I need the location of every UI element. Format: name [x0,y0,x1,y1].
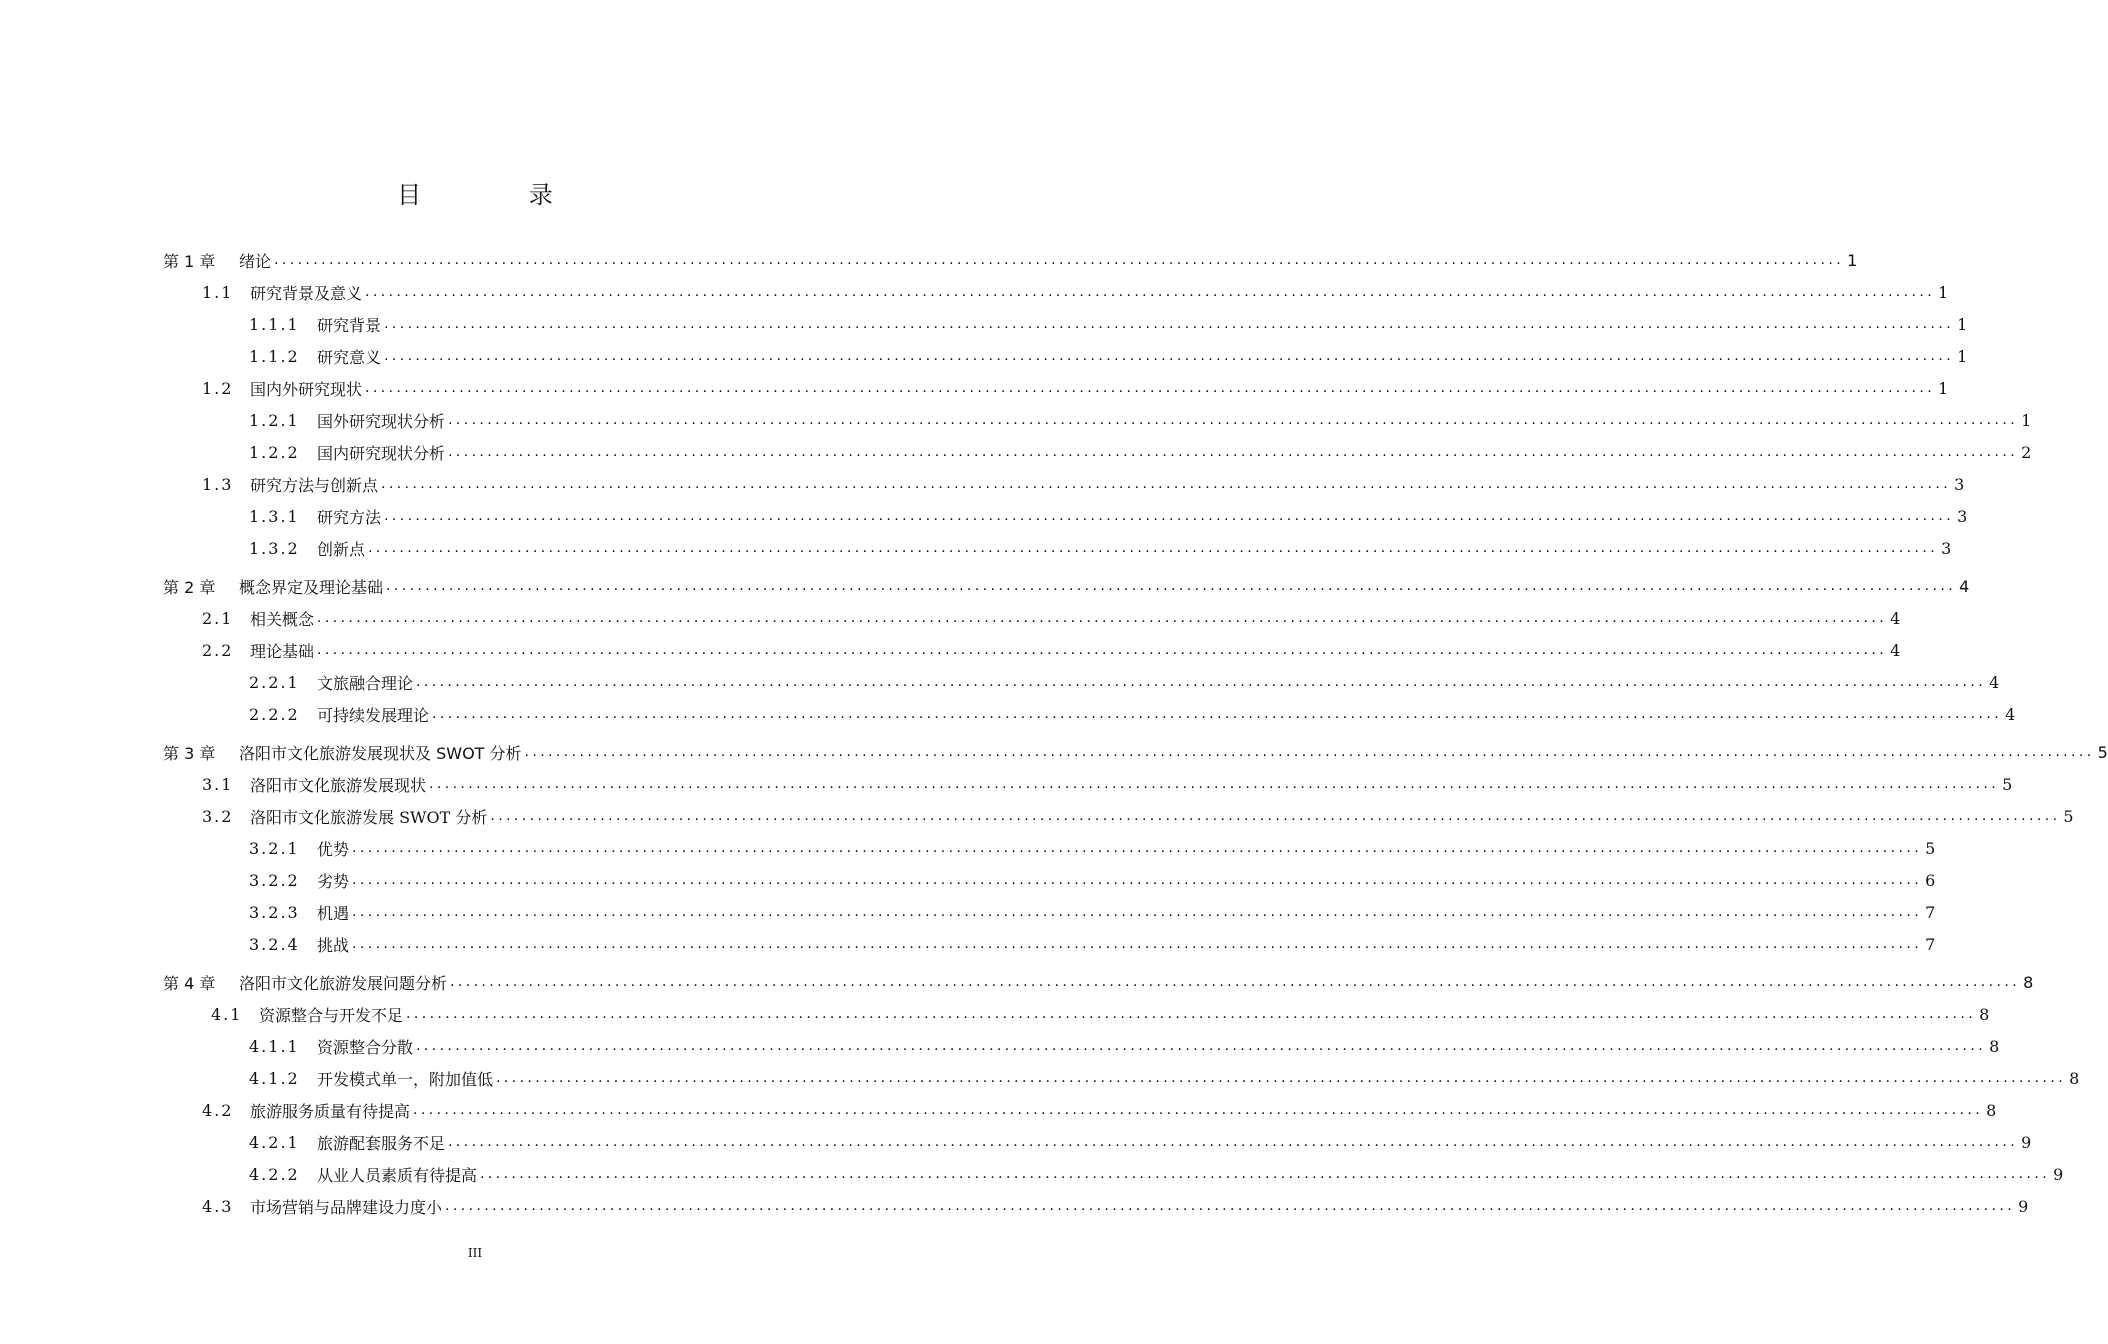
toc-leader-dots: ........................................................................................................................................................................................................ [386,578,1957,594]
toc-entry[interactable] [249,1030,2000,1062]
toc-entry-number: 4.2.2 [249,1164,300,1184]
toc-leader-dots: ........................................................................................................................................................................................................ [450,974,2021,990]
toc-entry[interactable] [249,1126,2032,1158]
toc-entry-number: 3.1 [202,774,234,794]
toc-entry-title: 洛阳市文化旅游发展 SWOT 分析 [250,807,488,827]
toc-entry-number: 1.3 [202,474,234,494]
toc-entry[interactable] [202,468,1965,500]
toc-leader-dots: ........................................................................................................................................................................................................ [384,316,1955,332]
toc-entry[interactable] [249,864,1936,896]
toc-entry[interactable] [163,966,2034,998]
toc-entry-title: 资源整合与开发不足 [259,1005,404,1025]
toc-entry-number: 4.1.1 [249,1036,300,1056]
toc-leader-dots: ........................................................................................................................................................................................................ [317,610,1888,626]
toc-entry-page: 3 [1957,506,1968,526]
toc-entry-number: 2.2.2 [249,704,300,724]
toc-entry-number: 4.1.2 [249,1068,300,1088]
toc-entry-number: 4.2.1 [249,1132,300,1152]
toc-leader-dots: ........................................................................................................................................................................................................ [480,1166,2051,1182]
toc-entry-title: 开发模式单一，附加值低 [317,1069,494,1089]
toc-entry-number: 第 3 章 [163,743,216,763]
toc-entry-number: 1.1 [202,282,234,302]
toc-entry[interactable] [202,1094,1997,1126]
toc-leader-dots: ........................................................................................................................................................................................................ [368,540,1939,556]
toc-entry-title: 文旅融合理论 [317,673,414,693]
toc-leader-dots: ........................................................................................................................................................................................................ [406,1006,1977,1022]
toc-entry[interactable] [249,500,1968,532]
toc-entry[interactable] [249,698,2016,730]
toc-entry-number: 4.1 [211,1004,243,1024]
toc-leader-dots: ........................................................................................................................................................................................................ [429,776,2000,792]
toc-entry-title: 国外研究现状分析 [317,411,446,431]
page-number: III [467,1246,483,1260]
toc-entry-page: 8 [2023,972,2034,992]
toc-leader-dots: ........................................................................................................................................................................................................ [352,872,1923,888]
toc-entry-number: 2.2.1 [249,672,300,692]
toc-entry[interactable] [202,372,1949,404]
toc-entry-title: 挑战 [317,935,350,955]
toc-entry-title: 旅游配套服务不足 [317,1133,446,1153]
toc-entry-number: 4.3 [202,1196,234,1216]
toc-entry-page: 1 [2021,410,2032,430]
toc-entry-page: 3 [1941,538,1952,558]
toc-entry-number: 3.2.2 [249,870,300,890]
toc-entry-title: 相关概念 [250,609,315,629]
toc-entry-number: 3.2.4 [249,934,300,954]
toc-entry-number: 1.1.2 [249,346,300,366]
toc-entry-title: 洛阳市文化旅游发展现状及 SWOT 分析 [239,743,522,763]
toc-entry-title: 创新点 [317,539,366,559]
toc-entry[interactable] [249,896,1936,928]
toc-entry-title: 研究背景 [317,315,382,335]
toc-entry-page: 9 [2018,1196,2029,1216]
toc-entry[interactable] [202,768,2013,800]
toc-entry[interactable] [249,1062,2080,1094]
toc-entry-title: 旅游服务质量有待提高 [250,1101,411,1121]
toc-leader-dots: ........................................................................................................................................................................................................ [490,808,2061,824]
toc-entry-number: 第 2 章 [163,577,216,597]
toc-entry[interactable] [163,736,2108,768]
toc-entry-page: 1 [1957,314,1968,334]
toc-entry-page: 6 [1925,870,1936,890]
toc-entry-page: 9 [2053,1164,2064,1184]
toc-entry-number: 3.2.3 [249,902,300,922]
toc-entry[interactable] [249,340,1968,372]
toc-entry-page: 7 [1925,934,1936,954]
toc-entry-number: 1.2.1 [249,410,300,430]
toc-leader-dots: ........................................................................................................................................................................................................ [413,1102,1984,1118]
toc-entry-number: 第 4 章 [163,973,216,993]
toc-entry-title: 研究方法 [317,507,382,527]
page-title: 目 录 [397,181,603,209]
toc-entry-title: 优势 [317,839,350,859]
toc-entry[interactable] [249,928,1936,960]
toc-entry[interactable] [163,244,1858,276]
toc-entry-number: 4.2 [202,1100,234,1120]
toc-entry[interactable] [249,436,2032,468]
toc-entry-title: 国内外研究现状 [250,379,363,399]
toc-leader-dots: ........................................................................................................................................................................................................ [352,840,1923,856]
toc-leader-dots: ........................................................................................................................................................................................................ [448,412,2019,428]
toc-entry[interactable] [249,532,1952,564]
toc-entry-page: 4 [1959,576,1970,596]
toc-entry-page: 3 [1954,474,1965,494]
toc-entry-page: 5 [2097,742,2108,762]
toc-entry-title: 概念界定及理论基础 [239,577,384,597]
toc-leader-dots: ........................................................................................................................................................................................................ [352,904,1923,920]
toc-entry-page: 8 [1989,1036,2000,1056]
toc-leader-dots: ........................................................................................................................................................................................................ [448,1134,2019,1150]
toc-entry-title: 研究方法与创新点 [250,475,379,495]
toc-entry-page: 1 [1847,250,1858,270]
toc-entry[interactable] [202,800,2074,832]
toc-leader-dots: ........................................................................................................................................................................................................ [384,508,1955,524]
toc-entry-title: 从业人员素质有待提高 [317,1165,478,1185]
toc-entry-page: 5 [2002,774,2013,794]
toc-leader-dots: ........................................................................................................................................................................................................ [384,348,1955,364]
toc-entry-number: 1.2 [202,378,234,398]
toc-entry[interactable] [202,276,1949,308]
toc-entry-page: 4 [1890,640,1901,660]
toc-entry[interactable] [249,666,2000,698]
toc-entry-number: 1.1.1 [249,314,300,334]
toc-leader-dots: ........................................................................................................................................................................................................ [352,936,1923,952]
toc-entry-title: 劣势 [317,871,350,891]
toc-entry-page: 9 [2021,1132,2032,1152]
toc-entry[interactable] [211,998,1990,1030]
toc-entry[interactable] [249,1158,2064,1190]
toc-entry-number: 2.2 [202,640,234,660]
toc-entry-title: 可持续发展理论 [317,705,430,725]
toc-entry-page: 4 [2005,704,2016,724]
toc-leader-dots: ........................................................................................................................................................................................................ [365,284,1936,300]
toc-leader-dots: ........................................................................................................................................................................................................ [381,476,1952,492]
toc-entry-page: 8 [2069,1068,2080,1088]
toc-entry-page: 1 [1938,282,1949,302]
toc-entry[interactable] [202,602,1901,634]
toc-leader-dots: ........................................................................................................................................................................................................ [317,642,1888,658]
toc-entry-number: 1.2.2 [249,442,300,462]
toc-leader-dots: ........................................................................................................................................................................................................ [416,674,1987,690]
toc-leader-dots: ........................................................................................................................................................................................................ [432,706,2003,722]
toc-entry-number: 3.2 [202,806,234,826]
toc-entry-page: 8 [1979,1004,1990,1024]
toc-entry-title: 国内研究现状分析 [317,443,446,463]
toc-leader-dots: ........................................................................................................................................................................................................ [274,252,1845,268]
toc-entry-number: 3.2.1 [249,838,300,858]
toc-entry[interactable] [163,570,1970,602]
toc-entry[interactable] [249,404,2032,436]
toc-entry[interactable] [202,1190,2029,1222]
toc-entry-number: 1.3.1 [249,506,300,526]
toc-entry-page: 5 [1925,838,1936,858]
toc-entry-title: 研究背景及意义 [250,283,363,303]
toc-leader-dots: ........................................................................................................................................................................................................ [445,1198,2016,1214]
toc-entry-page: 8 [1986,1100,1997,1120]
toc-entry-page: 5 [2063,806,2074,826]
toc-leader-dots: ........................................................................................................................................................................................................ [365,380,1936,396]
toc-entry-number: 第 1 章 [163,251,216,271]
toc-entry-title: 资源整合分散 [317,1037,414,1057]
toc-leader-dots: ........................................................................................................................................................................................................ [496,1070,2067,1086]
toc-leader-dots: ........................................................................................................................................................................................................ [524,744,2095,760]
toc-entry-page: 1 [1938,378,1949,398]
toc-entry-title: 市场营销与品牌建设力度小 [250,1197,443,1217]
toc-leader-dots: ........................................................................................................................................................................................................ [416,1038,1987,1054]
toc-entry-number: 2.1 [202,608,234,628]
toc-entry-title: 绪论 [239,251,272,271]
toc-entry[interactable] [249,308,1968,340]
toc-entry-page: 7 [1925,902,1936,922]
toc-entry-number: 1.3.2 [249,538,300,558]
toc-entry-page: 4 [1989,672,2000,692]
toc-entry-title: 研究意义 [317,347,382,367]
toc-entry-title: 理论基础 [250,641,315,661]
toc-entry[interactable] [202,634,1901,666]
toc-entry-title: 洛阳市文化旅游发展问题分析 [239,973,448,993]
toc-entry-page: 2 [2021,442,2032,462]
toc-entry-page: 1 [1957,346,1968,366]
toc-entry-page: 4 [1890,608,1901,628]
toc-entry-title: 机遇 [317,903,350,923]
toc-entry-title: 洛阳市文化旅游发展现状 [250,775,427,795]
toc-leader-dots: ........................................................................................................................................................................................................ [448,444,2019,460]
toc-entry[interactable] [249,832,1936,864]
